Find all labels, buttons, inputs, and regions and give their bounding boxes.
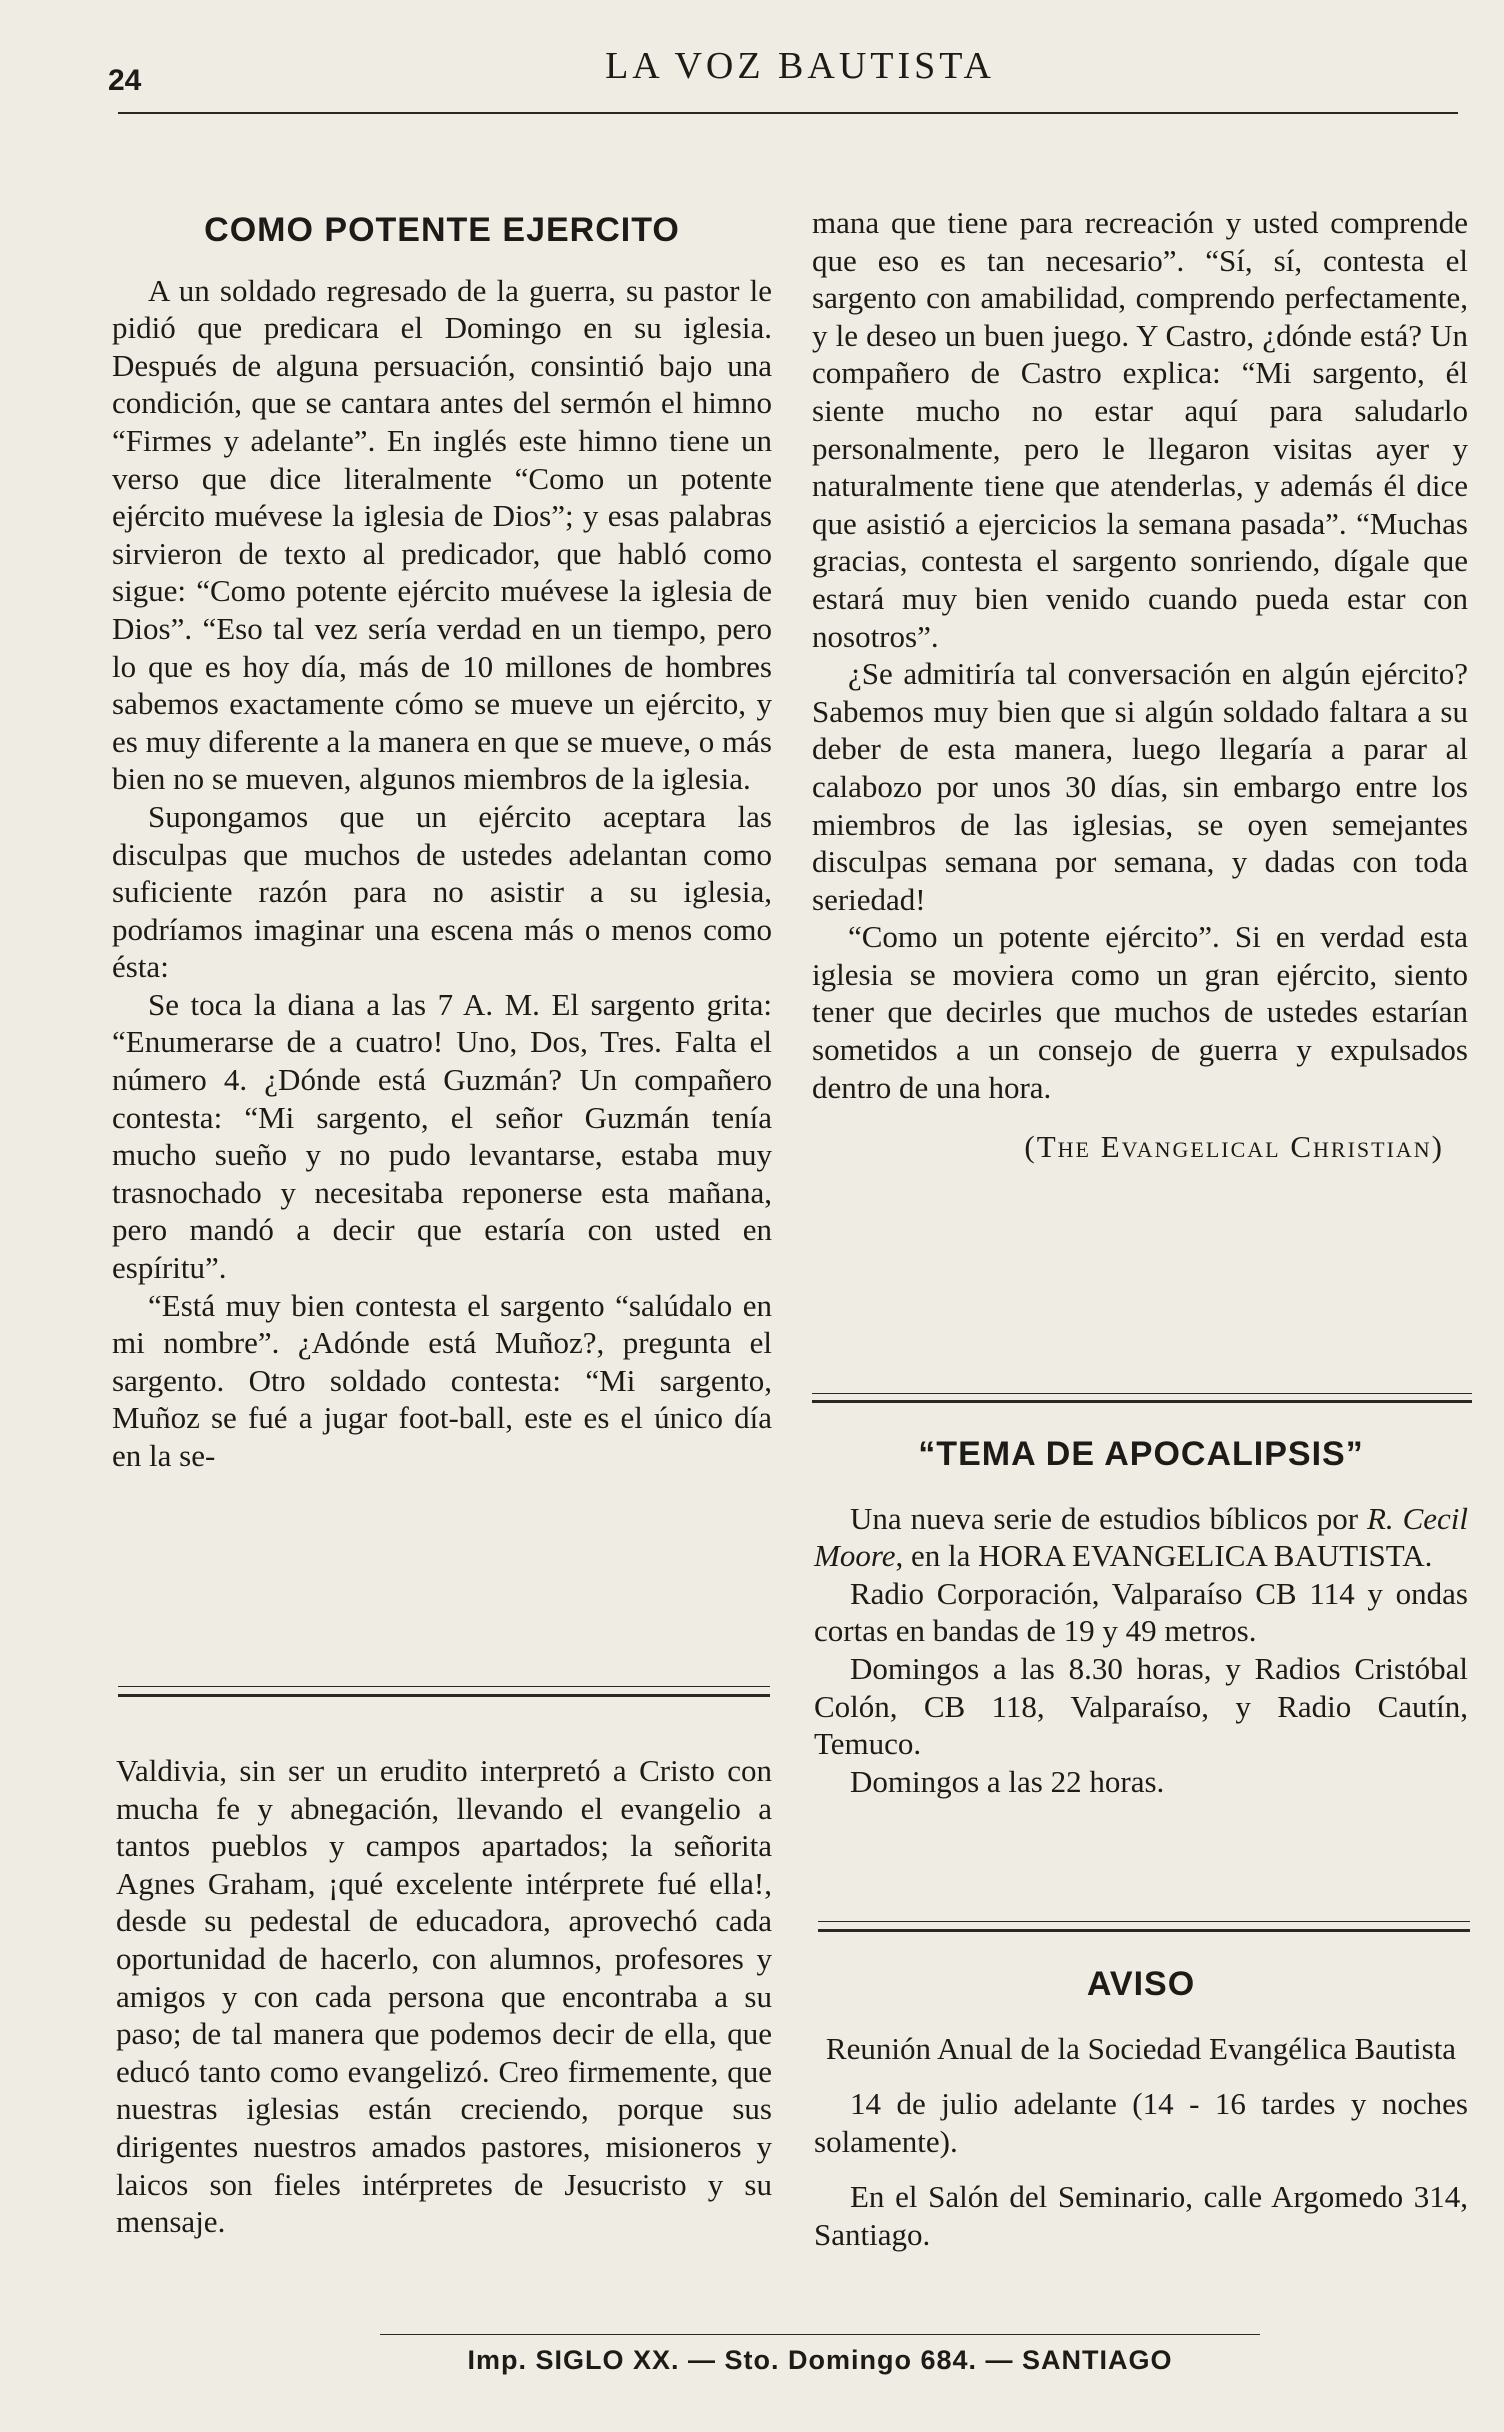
article-right-column bbox=[812, 204, 1468, 1166]
radio-info: Radio Corporación, Valparaíso CB 114 y ondas cortas en bandas de 19 y 49 metros. bbox=[814, 1575, 1468, 1649]
publication-title: LA VOZ BAUTISTA bbox=[605, 45, 995, 87]
separator-rule bbox=[118, 1686, 770, 1687]
article-left-column bbox=[112, 212, 772, 1475]
apocalipsis-title: “TEMA DE APOCALIPSIS” bbox=[918, 1435, 1364, 1473]
footer-rule bbox=[380, 2334, 1260, 2335]
article-paragraph: Se toca la diana a las 7 A. M. El sargento grita: “Enumerarse de a cuatro! Uno, Dos, Tres. Falta el número 4. ¿Dónde está Guzmán? Un compañero contesta: “Mi sargento, el señor Guzmán tenía mucho sueño y no pudo levantarse, estaba muy trasnochado y necesitaba reponerse esta mañana, pero mandó a decir que estaría con usted en espíritu”. bbox=[112, 986, 772, 1286]
apocalipsis-notice bbox=[814, 1436, 1468, 1800]
article-paragraph: mana que tiene para recreación y usted comprende que eso es tan necesario”. “Sí, sí, contesta el sargento con amabilidad, comprendo perfectamente, y le deseo un buen juego. Y Castro, ¿dónde está? Un compañero de Castro explica: “Mi sargento, él siente mucho no estar aquí para saludarlo personalmente, pero le llegaron visitas ayer y naturalmente tiene que atenderlas, y además él dice que asistió a ejercicios la semana pasada”. “Muchas gracias, contesta el sargento sonriendo, dígale que estará muy bien venido cuando pueda estar con nosotros”. bbox=[812, 205, 1468, 654]
article2-paragraph: Valdivia, sin ser un erudito interpretó a Cristo con mucha fe y abnegación, llevando el evangelio a tantos pueblos y campos apartados; la señorita Agnes Graham, ¡qué excelente intérprete fué ella!, desde su pedestal de educadora, aprovechó cada oportunidad de hacerlo, con alumnos, profesores y amigos y con cada persona que encontraba a su paso; de tal manera que podemos decir de ella, que educó tanto como evangelizó. Creo firmemente, que nuestras iglesias están creciendo, porque sus dirigentes nuestros amados pastores, misioneros y laicos son fieles intérpretes de Jesucristo y su mensaje. bbox=[116, 1753, 772, 2240]
separator-rule bbox=[818, 1929, 1470, 1932]
aviso-line: Reunión Anual de la Sociedad Evangélica Bautista bbox=[825, 2030, 1457, 2066]
article-title: COMO POTENTE EJERCITO bbox=[204, 211, 680, 249]
apocalipsis-intro: Una nueva serie de estudios bíblicos por R. Cecil Moore, en la HORA EVANGELICA BAUTISTA. bbox=[814, 1500, 1468, 1574]
page-number: 24 bbox=[108, 64, 142, 97]
article-paragraph: “Está muy bien contesta el sargento “salúdalo en mi nombre”. ¿Adónde está Muñoz?, pregunta el sargento. Otro soldado contesta: “Mi sargento, Muñoz se fué a jugar foot-ball, este es el único día en la se- bbox=[112, 1287, 772, 1473]
aviso-title: AVISO bbox=[1086, 1965, 1196, 2003]
article-paragraph: Supongamos que un ejército aceptara las disculpas que muchos de ustedes adelantan como suficiente razón para no asistir a su iglesia, podríamos imaginar una escena más o menos como ésta: bbox=[112, 798, 772, 985]
separator-rule bbox=[812, 1400, 1472, 1403]
radio-info: Domingos a las 22 horas. bbox=[850, 1763, 1165, 1799]
header-rule bbox=[118, 112, 1458, 114]
printer-footer: Imp. SIGLO XX. — Sto. Domingo 684. — SANTIAGO bbox=[467, 2345, 1173, 2375]
radio-info: Domingos a las 8.30 horas, y Radios Cristóbal Colón, CB 118, Valparaíso, y Radio Cautín, Temuco. bbox=[814, 1650, 1468, 1762]
article-paragraph: “Como un potente ejército”. Si en verdad esta iglesia se moviera como un gran ejército, siento tener que decirles que muchos de ustedes estarían sometidos a un consejo de guerra y expulsados dentro de una hora. bbox=[812, 919, 1468, 1105]
article2-column bbox=[116, 1752, 772, 2241]
aviso-line: En el Salón del Seminario, calle Argomedo 314, Santiago. bbox=[814, 2179, 1468, 2252]
author-name: R. Cecil Moore bbox=[814, 1500, 1468, 1574]
article-source: (The Evangelical Christian) bbox=[1024, 1129, 1444, 1165]
article-paragraph: A un soldado regresado de la guerra, su pastor le pidió que predicara el Domingo en su iglesia. Después de alguna persuación, consintió bajo una condición, que se cantara antes del sermón el himno “Firmes y adelante”. En inglés este himno tiene un verso que dice literalmente “Como un potente ejército muévese la iglesia de Dios”; y esas palabras sirvieron de texto al predicador, que habló como sigue: “Como potente ejército muévese la iglesia de Dios”. “Eso tal vez sería verdad en un tiempo, pero lo que es hoy día, más de 10 millones de hombres sabemos exactamente cómo se mueve un ejército, y es muy diferente a la manera en que se mueve, o más bien no se mueven, algunos miembros de la iglesia. bbox=[112, 272, 772, 797]
aviso-line: 14 de julio adelante (14 - 16 tardes y noches solamente). bbox=[814, 2086, 1468, 2159]
article-paragraph: ¿Se admitiría tal conversación en algún ejército? Sabemos muy bien que si algún soldado faltara a su deber de esta manera, luego llegaría a parar al calabozo por unos 30 días, sin embargo entre los miembros de las iglesias, se oyen semejantes disculpas semana por semana, y dadas con toda seriedad! bbox=[812, 656, 1468, 917]
aviso-notice bbox=[814, 1966, 1468, 2254]
separator-rule bbox=[118, 1694, 770, 1697]
separator-rule bbox=[818, 1921, 1470, 1922]
separator-rule bbox=[812, 1393, 1472, 1394]
